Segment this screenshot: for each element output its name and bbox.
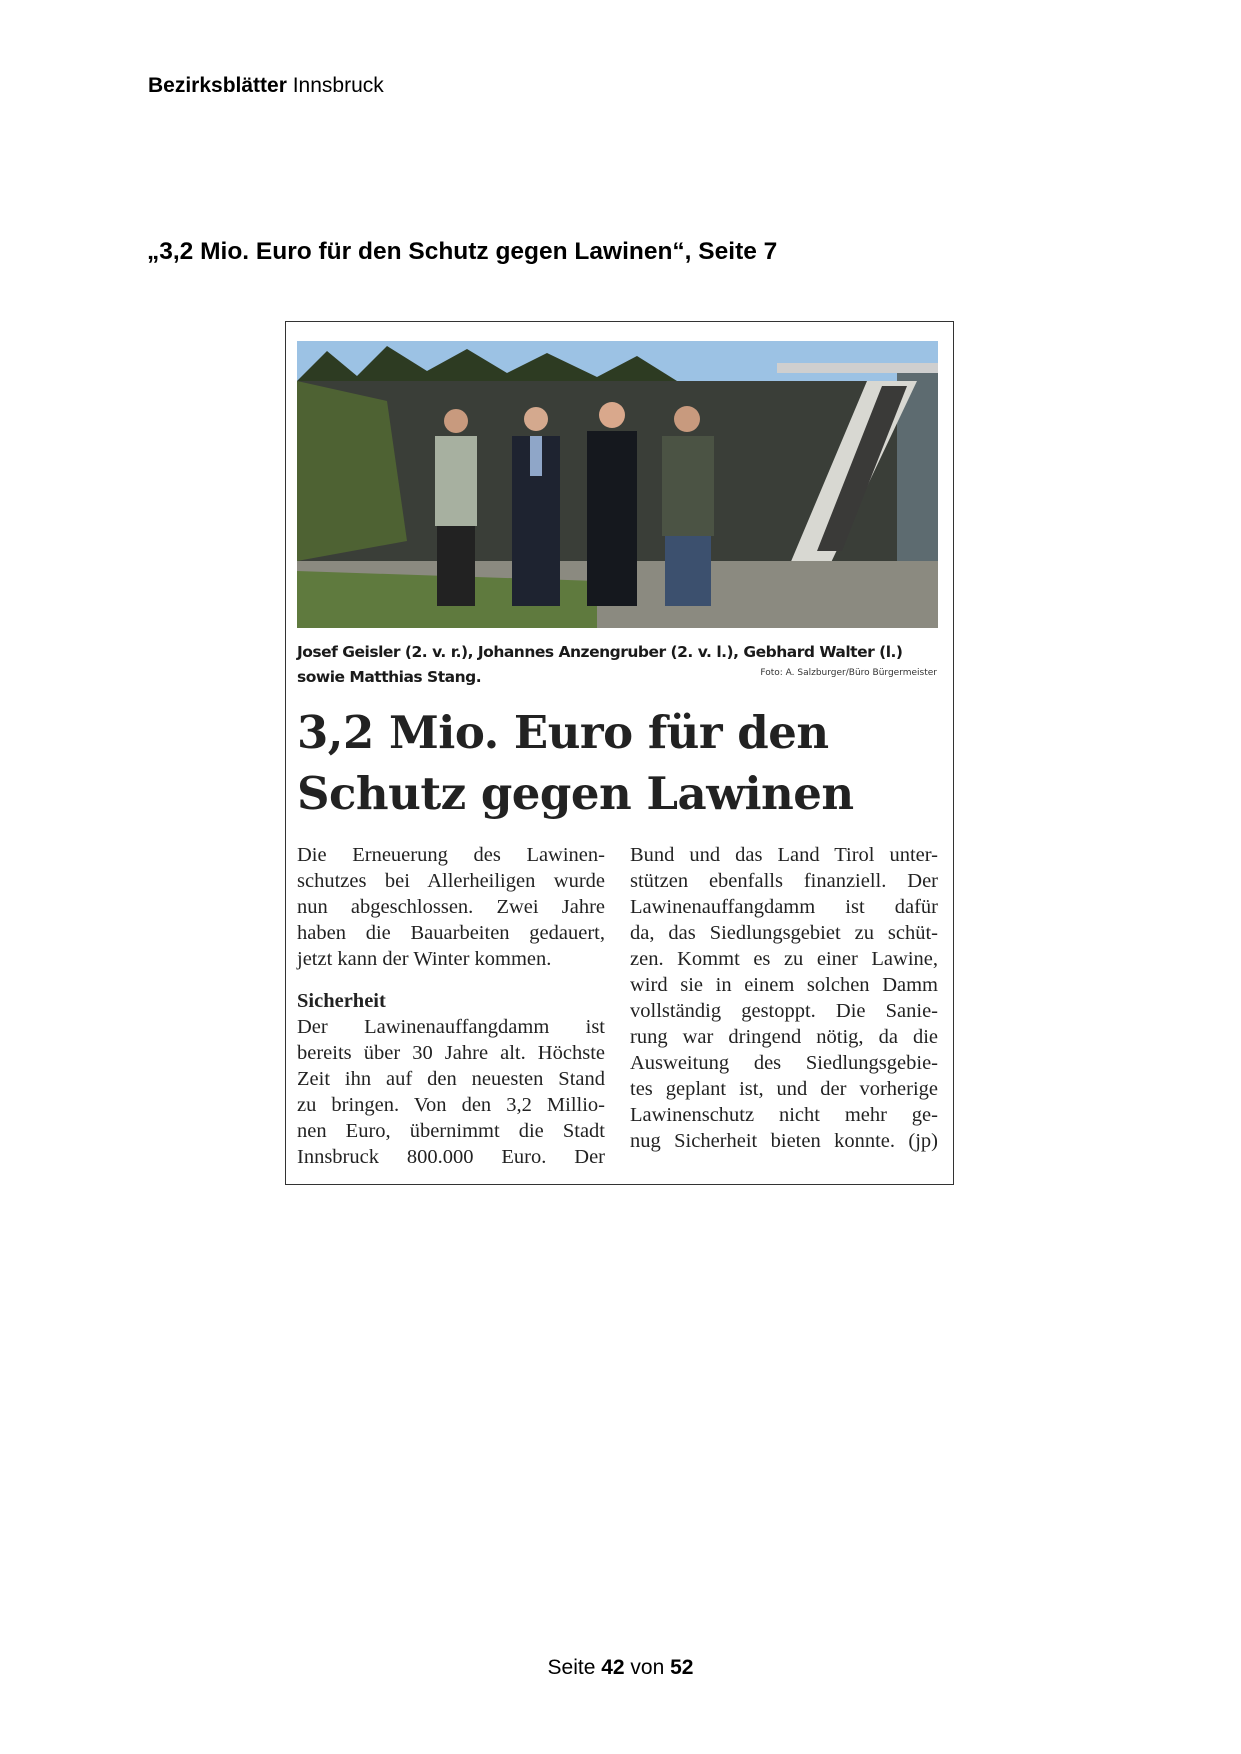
text-line: stützen ebenfalls finanziell. Der (630, 870, 938, 892)
current-page: 42 (601, 1656, 625, 1679)
article-photo (297, 341, 938, 628)
person-2 (512, 407, 560, 606)
text-line: rung war dringend nötig, da die (630, 1026, 938, 1048)
person-4 (662, 406, 714, 606)
newspaper-clipping (285, 321, 954, 1185)
text-line: Lawinenschutz nicht mehr ge- (630, 1104, 938, 1126)
caption-line: Josef Geisler (2. v. r.), Johannes Anzengruber (2. v. l.), Gebhard Walter (l.) (297, 643, 903, 661)
subheading: Sicherheit (297, 990, 386, 1012)
document-header (148, 74, 384, 98)
text-line: Bund und das Land Tirol unter- (630, 844, 938, 866)
text-line: Der Lawinenauffangdamm ist (297, 1016, 605, 1038)
article-headline (297, 702, 854, 824)
text-line: Lawinenauffangdamm ist dafür (630, 896, 938, 918)
text-line: Die Erneuerung des Lawinen- (297, 844, 605, 866)
headline-line: Schutz gegen Lawinen (297, 767, 854, 820)
text-line: nun abgeschlossen. Zwei Jahre (297, 896, 605, 918)
text-line: nen Euro, übernimmt die Stadt (297, 1120, 605, 1142)
text-line: zen. Kommt es zu einer Lawine, (630, 948, 938, 970)
text-line: Ausweitung des Siedlungsgebie- (630, 1052, 938, 1074)
photo-credit: Foto: A. Salzburger/Büro Bürgermeister (760, 668, 937, 678)
text-line: jetzt kann der Winter kommen. (297, 948, 552, 970)
page-number (0, 1656, 1241, 1680)
text-line: tes geplant ist, und der vorherige (630, 1078, 938, 1100)
text-line: vollständig gestoppt. Die Sanie- (630, 1000, 938, 1022)
page-label: Seite (547, 1656, 602, 1679)
text-line: da, das Siedlungsgebiet zu schüt- (630, 922, 938, 944)
page-of-label: von (624, 1656, 671, 1679)
text-line: Innsbruck 800.000 Euro. Der (297, 1146, 605, 1168)
text-line: wird sie in einem solchen Damm (630, 974, 938, 996)
person-1 (435, 409, 477, 606)
photo-caption (297, 640, 938, 690)
text-line: haben die Bauarbeiten gedauert, (297, 922, 605, 944)
caption-line: sowie Matthias Stang. (297, 668, 482, 686)
text-line: nug Sicherheit bieten konnte. (jp) (630, 1130, 938, 1152)
text-line: bereits über 30 Jahre alt. Höchste (297, 1042, 605, 1064)
brand-name: Bezirksblätter (148, 74, 287, 97)
text-line: schutzes bei Allerheiligen wurde (297, 870, 605, 892)
headline-line: 3,2 Mio. Euro für den (297, 706, 829, 759)
brand-region: Innsbruck (286, 74, 384, 97)
text-line: zu bringen. Von den 3,2 Millio- (297, 1094, 605, 1116)
article-reference-title: „3,2 Mio. Euro für den Schutz gegen Lawinen“, Seite 7 (147, 238, 778, 265)
text-line: Zeit ihn auf den neuesten Stand (297, 1068, 605, 1090)
person-3 (587, 402, 637, 606)
article-column-left (297, 842, 605, 1170)
article-column-right (630, 842, 938, 1154)
total-pages: 52 (670, 1656, 694, 1679)
